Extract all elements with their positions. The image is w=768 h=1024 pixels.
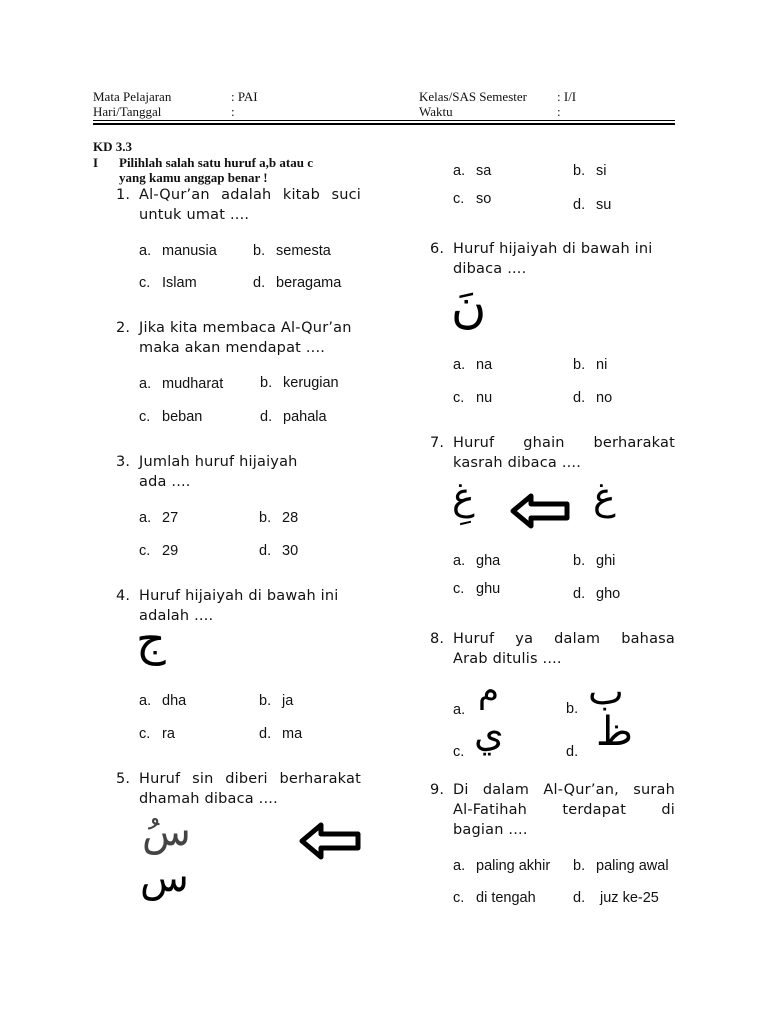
option-a[interactable] <box>453 552 500 570</box>
option-a[interactable] <box>139 242 217 260</box>
question-text: kasrah dibaca .... <box>453 455 582 471</box>
option-d[interactable] <box>259 542 298 560</box>
option-a[interactable] <box>453 356 492 374</box>
option-text: ni <box>596 357 608 373</box>
option-a[interactable] <box>453 701 465 719</box>
option-letter: a. <box>453 553 466 569</box>
question-number: 2. <box>116 320 131 336</box>
option-text: juz ke-25 <box>600 890 659 906</box>
option-d[interactable] <box>573 889 659 907</box>
option-d[interactable] <box>260 408 327 426</box>
question-1 <box>116 185 361 225</box>
option-letter: b. <box>573 163 586 179</box>
option-letter: b. <box>566 701 579 717</box>
option-text: semesta <box>276 243 331 259</box>
option-text: nu <box>476 390 493 406</box>
option-c[interactable] <box>139 274 197 292</box>
option-c[interactable] <box>453 889 536 907</box>
option-text: kerugian <box>283 375 339 391</box>
instruction-line-2: yang kamu anggap benar ! <box>119 170 268 185</box>
subject-value: : PAI <box>231 89 258 104</box>
option-text: ghu <box>476 581 501 597</box>
option-letter: a. <box>139 243 152 259</box>
option-a[interactable] <box>139 692 186 710</box>
time-label: Waktu <box>419 104 453 119</box>
option-b[interactable] <box>566 700 578 718</box>
option-b[interactable] <box>259 692 293 710</box>
option-letter: a. <box>453 163 466 179</box>
option-text: na <box>476 357 493 373</box>
arrow-left-icon <box>299 821 361 861</box>
section-roman: I <box>93 155 99 170</box>
option-d[interactable] <box>253 274 341 292</box>
option-letter: d. <box>566 744 579 760</box>
option-letter: d. <box>573 586 586 602</box>
question-number: 1. <box>116 187 131 203</box>
date-label: Hari/Tanggal <box>93 104 162 119</box>
header-divider-thick <box>93 123 675 125</box>
option-d[interactable] <box>566 743 578 761</box>
option-letter: d. <box>259 543 272 559</box>
option-text: 28 <box>282 510 299 526</box>
arabic-nun-fathah-glyph-text: نَ <box>451 278 487 334</box>
question-text: Huruf sin diberi berharakat <box>139 771 361 787</box>
arabic-ghain-glyph: غ <box>593 474 616 518</box>
option-a[interactable] <box>453 162 491 180</box>
class-label: Kelas/SAS Semester <box>419 89 527 104</box>
option-d[interactable] <box>573 196 611 214</box>
option-c[interactable] <box>453 190 491 208</box>
question-text: Jumlah huruf hijaiyah <box>139 454 298 470</box>
option-b[interactable] <box>573 162 606 180</box>
option-d[interactable] <box>259 725 302 743</box>
option-letter: a. <box>139 510 152 526</box>
option-text: di tengah <box>476 890 536 906</box>
question-text: Al-Fatihah terdapat di <box>453 802 675 818</box>
option-letter: a. <box>139 376 152 392</box>
option-text: so <box>476 191 492 207</box>
option-letter: c. <box>453 191 465 207</box>
option-letter: d. <box>573 390 586 406</box>
option-text: gho <box>596 586 621 602</box>
question-text: untuk umat .... <box>139 207 250 223</box>
arabic-ya-glyph: ي <box>474 711 504 755</box>
option-letter: b. <box>260 375 273 391</box>
option-letter: c. <box>139 543 151 559</box>
question-9 <box>430 780 675 840</box>
option-text: paling awal <box>596 858 669 874</box>
question-number: 4. <box>116 588 131 604</box>
option-b[interactable] <box>573 552 615 570</box>
question-8 <box>430 629 675 669</box>
option-letter: c. <box>453 890 465 906</box>
question-2 <box>116 318 366 358</box>
option-letter: b. <box>573 858 586 874</box>
class-value: : I/I <box>557 89 577 104</box>
option-letter: c. <box>453 744 465 760</box>
option-text: beragama <box>276 275 342 291</box>
option-letter: d. <box>260 409 273 425</box>
option-text: beban <box>162 409 203 425</box>
arrow-left-icon <box>510 492 570 530</box>
option-b[interactable] <box>259 509 298 527</box>
option-letter: b. <box>259 510 272 526</box>
option-letter: c. <box>453 390 465 406</box>
question-text: Arab ditulis .... <box>453 651 562 667</box>
instruction-line-1: Pilihlah salah satu huruf a,b atau c <box>119 155 313 170</box>
option-text: su <box>596 197 612 213</box>
question-7 <box>430 433 675 473</box>
question-6 <box>430 239 675 279</box>
option-letter: b. <box>253 243 266 259</box>
option-text: mudharat <box>162 376 224 392</box>
option-a[interactable] <box>139 509 178 527</box>
question-text: Huruf ghain berharakat <box>453 435 675 451</box>
question-number: 9. <box>430 782 445 798</box>
option-text: Islam <box>162 275 197 291</box>
option-c[interactable] <box>453 580 500 598</box>
arabic-ba-glyph: ب <box>588 669 624 713</box>
arabic-mim-glyph: م <box>478 671 500 711</box>
option-text: 29 <box>162 543 179 559</box>
question-text: dhamah dibaca .... <box>139 791 278 807</box>
question-5 <box>116 769 361 809</box>
question-text: Huruf hijaiyah di bawah ini <box>453 241 653 257</box>
subject-label: Mata Pelajaran <box>93 89 172 104</box>
option-letter: c. <box>453 581 465 597</box>
arabic-sin-dhamah-glyph: سُ <box>142 809 191 855</box>
option-letter: b. <box>573 357 586 373</box>
option-letter: a. <box>453 357 466 373</box>
option-letter: a. <box>139 693 152 709</box>
option-text: 30 <box>282 543 299 559</box>
date-value: : <box>231 104 235 119</box>
question-text: Di dalam Al-Qur’an, surah <box>453 782 675 798</box>
option-letter: c. <box>139 726 151 742</box>
option-text: si <box>596 163 607 179</box>
question-number: 8. <box>430 631 445 647</box>
option-c[interactable] <box>453 743 464 761</box>
question-text: maka akan mendapat .... <box>139 340 326 356</box>
question-3 <box>116 452 366 492</box>
option-text: gha <box>476 553 501 569</box>
option-c[interactable] <box>139 408 202 426</box>
question-text: bagian .... <box>453 822 528 838</box>
option-b[interactable] <box>253 242 331 260</box>
option-text: 27 <box>162 510 179 526</box>
question-text: Huruf hijaiyah di bawah ini <box>139 588 339 604</box>
option-a[interactable] <box>453 857 550 875</box>
question-text: Al-Qur’an adalah kitab suci <box>139 187 361 203</box>
option-text: ja <box>282 693 294 709</box>
arabic-jim-glyph: ج <box>136 612 166 666</box>
kd-label: KD 3.3 <box>93 139 132 154</box>
arabic-sin-glyph: س <box>140 855 189 901</box>
option-letter: c. <box>139 275 151 291</box>
question-text: Jika kita membaca Al-Qur’an <box>139 320 352 336</box>
option-d[interactable] <box>573 585 620 603</box>
option-letter: d. <box>573 890 586 906</box>
option-letter: b. <box>573 553 586 569</box>
option-letter: b. <box>259 693 272 709</box>
arabic-nun-fathah-glyph <box>451 278 487 334</box>
option-b[interactable] <box>573 857 669 875</box>
header-divider-thin <box>93 120 675 121</box>
option-text: ra <box>162 726 175 742</box>
arabic-zha-glyph: ظ <box>596 709 633 755</box>
option-letter: c. <box>139 409 151 425</box>
option-text: dha <box>162 693 187 709</box>
option-text: sa <box>476 163 492 179</box>
question-number: 7. <box>430 435 445 451</box>
option-b[interactable] <box>573 356 607 374</box>
option-c[interactable] <box>139 542 178 560</box>
option-text: manusia <box>162 243 217 259</box>
option-text: paling akhir <box>476 858 551 874</box>
question-text: dibaca .... <box>453 261 527 277</box>
option-b[interactable] <box>260 374 339 392</box>
question-number: 6. <box>430 241 445 257</box>
option-letter: a. <box>453 858 466 874</box>
option-text: ghi <box>596 553 616 569</box>
option-a[interactable] <box>139 375 223 393</box>
question-number: 3. <box>116 454 131 470</box>
question-number: 5. <box>116 771 131 787</box>
arabic-ghain-kasrah-glyph: غِ <box>452 474 475 518</box>
question-text: Huruf ya dalam bahasa <box>453 631 675 647</box>
option-text: no <box>596 390 613 406</box>
option-text: pahala <box>283 409 327 425</box>
option-letter: a. <box>453 702 466 718</box>
question-text: adalah .... <box>139 608 214 624</box>
option-c[interactable] <box>139 725 175 743</box>
option-d[interactable] <box>573 389 612 407</box>
option-c[interactable] <box>453 389 492 407</box>
option-letter: d. <box>259 726 272 742</box>
option-letter: d. <box>253 275 266 291</box>
question-text: ada .... <box>139 474 191 490</box>
option-letter: d. <box>573 197 586 213</box>
option-text: ma <box>282 726 303 742</box>
time-value: : <box>557 104 561 119</box>
